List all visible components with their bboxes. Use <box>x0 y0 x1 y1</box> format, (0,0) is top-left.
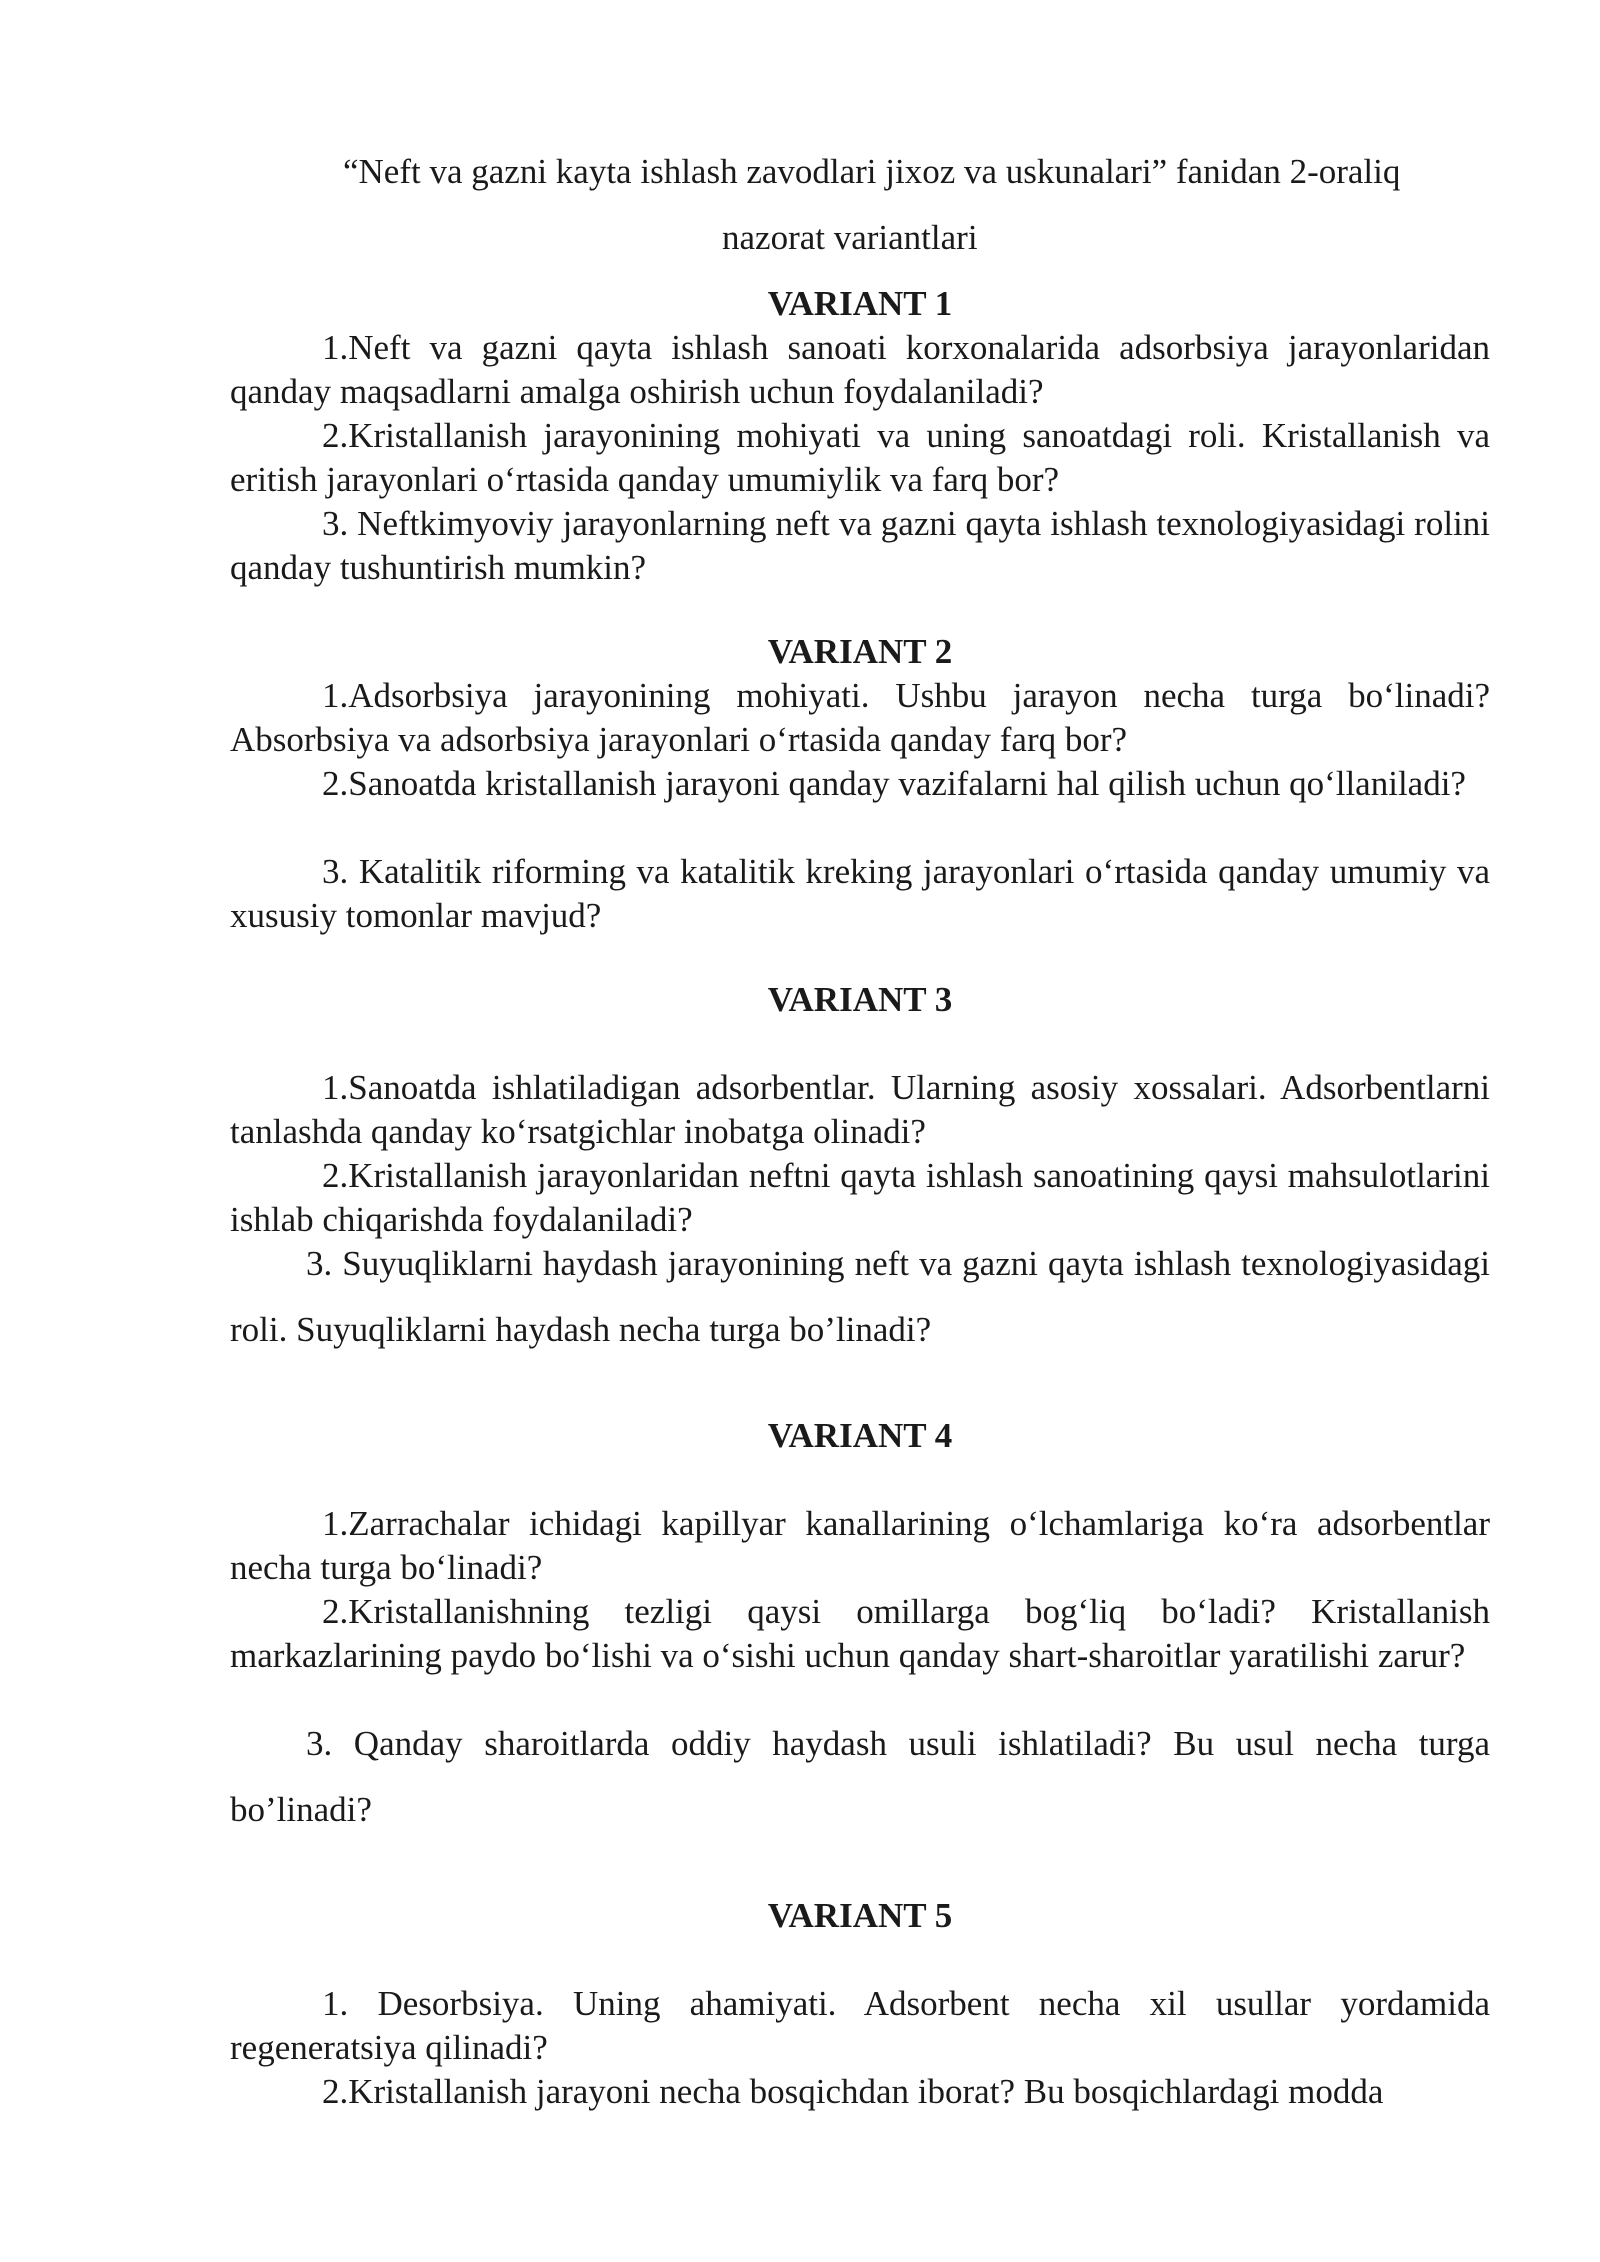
variant-3-question-2: 2.Kristallanish jarayonlaridan neftni qayta ishlash sanoatining qaysi mahsulotlarini ishlab chiqarishda foydalaniladi? <box>230 1156 1490 1239</box>
variant-2-question-2: 2.Sanoatda kristallanish jarayoni qanday vazifalarni hal qilish uchun qo‘llaniladi? <box>322 764 1466 803</box>
variant-3-question-3: 3. Suyuqliklarni haydash jarayonining neft va gazni qayta ishlash texnologiyasidagi roli. Suyuqliklarni haydash necha turga bo’linadi? <box>230 1244 1490 1349</box>
variant-4-question-3: 3. Qanday sharoitlarda oddiy haydash usuli ishlatiladi? Bu usul necha turga bo’linadi? <box>230 1724 1490 1829</box>
variant-1-heading: VARIANT 1 <box>767 284 953 323</box>
variant-3-heading: VARIANT 3 <box>767 980 953 1019</box>
variant-5-question-1: 1. Desorbsiya. Uning ahamiyati. Adsorbent necha xil usullar yordamida regeneratsiya qilinadi? <box>230 1984 1490 2067</box>
variant-1-question-1: 1.Neft va gazni qayta ishlash sanoati korxonalarida adsorbsiya jarayonlaridan qanday maqsadlarni amalga oshirish uchun foydalaniladi? <box>230 328 1490 411</box>
variant-2-question-1: 1.Adsorbsiya jarayonining mohiyati. Ushbu jarayon necha turga bo‘linadi? Absorbsiya va adsorbsiya jarayonlari o‘rtasida qanday farq bor? <box>230 676 1490 759</box>
variant-4-question-2: 2.Kristallanishning tezligi qaysi omillarga bog‘liq bo‘ladi? Kristallanish markazlarining paydo bo‘lishi va o‘sishi uchun qanday shart-sharoitlar yaratilishi zarur? <box>230 1592 1490 1675</box>
document-title-line-2: nazorat variantlari <box>722 218 978 257</box>
variant-4-heading: VARIANT 4 <box>767 1416 953 1455</box>
variant-3-question-1: 1.Sanoatda ishlatiladigan adsorbentlar. Ularning asosiy xossalari. Adsorbentlarni tanlashda qanday ko‘rsatgichlar inobatga olinadi? <box>230 1068 1490 1151</box>
variant-1-question-2: 2.Kristallanish jarayonining mohiyati va uning sanoatdagi roli. Kristallanish va eritish jarayonlari o‘rtasida qanday umumiylik va farq bor? <box>230 416 1490 499</box>
document-title-line-1: “Neft va gazni kayta ishlash zavodlari jixoz va uskunalari” fanidan 2-oraliq <box>343 152 1401 191</box>
variant-1-question-3: 3. Neftkimyoviy jarayonlarning neft va gazni qayta ishlash texnologiyasidagi rolini qanday tushuntirish mumkin? <box>230 504 1490 587</box>
variant-5-heading: VARIANT 5 <box>767 1896 953 1935</box>
variant-5-question-2: 2.Kristallanish jarayoni necha bosqichdan iborat? Bu bosqichlardagi modda <box>322 2072 1384 2111</box>
variant-4-question-1: 1.Zarrachalar ichidagi kapillyar kanallarining o‘lchamlariga ko‘ra adsorbentlar necha turga bo‘linadi? <box>230 1504 1490 1587</box>
variant-2-heading: VARIANT 2 <box>767 632 953 671</box>
variant-2-question-3: 3. Katalitik riforming va katalitik kreking jarayonlari o‘rtasida qanday umumiy va xususiy tomonlar mavjud? <box>230 852 1490 935</box>
